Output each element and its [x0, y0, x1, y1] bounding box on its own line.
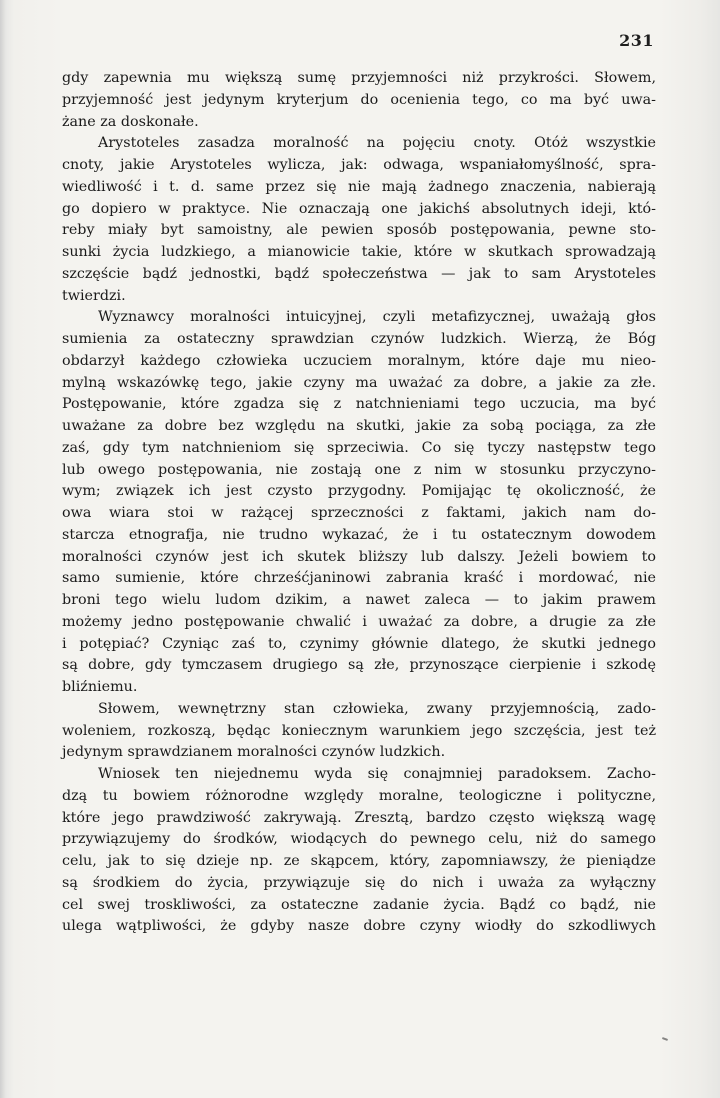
text-line: cnoty, jakie Arystoteles wylicza, jak: odwaga, wspaniałomyślność, spra-: [62, 157, 656, 173]
print-speck: [662, 1037, 668, 1041]
text-line: które jego prawdziwość zakrywają. Zresztą, bardzo często większą wagę: [62, 809, 656, 826]
text-line: reby miały byt samoistny, ale pewien sposób postępowania, pewne sto-: [62, 222, 656, 239]
text-line: szczęście bądź jednostki, bądź społeczeństwa — jak to sam Arystoteles: [62, 265, 656, 282]
paragraph-2: [62, 133, 656, 307]
text-line: Słowem, wewnętrzny stan człowieka, zwany przyjemnością, zado-: [98, 700, 656, 717]
page-number: 231: [619, 31, 654, 50]
text-line: cel swej troskliwości, za ostateczne zadanie życia. Bądź co bądź, nie: [62, 896, 656, 913]
text-line: przyjemność jest jedynym kryterjum do ocenienia tego, co ma być uwa-: [62, 91, 656, 108]
text-line: możemy jedno postępowanie chwalić i uważać za dobre, a drugie za złe: [62, 613, 656, 630]
text-line: samo sumienie, które chrześćjaninowi zabrania kraść i mordować, nie: [62, 570, 656, 587]
paragraph-1: [62, 68, 656, 133]
text-line: Wyznawcy moralności intuicyjnej, czyli metafizycznej, uważają głos: [98, 309, 656, 326]
text-line: lub owego postępowania, nie zostają one z nim w stosunku przyczyno-: [62, 461, 656, 478]
text-line: mylną wskazówkę tego, jakie czyny ma uważać za dobre, a jakie za złe.: [62, 374, 656, 391]
text-line: gdy zapewnia mu większą sumę przyjemności niż przykrości. Słowem,: [62, 70, 656, 86]
text-line: Arystoteles zasadza moralność na pojęciu cnoty. Otóż wszystkie: [98, 135, 656, 152]
text-line: woleniem, rozkoszą, będąc koniecznym warunkiem jego szczęścia, jest też: [62, 722, 656, 739]
text-line: go dopiero w praktyce. Nie oznaczają one jakichś absolutnych ideji, któ-: [62, 200, 656, 217]
text-line: żane za doskonałe.: [62, 113, 199, 130]
body-text: [62, 68, 656, 938]
text-line: moralności czynów jest ich skutek bliższy lub dalszy. Jeżeli bowiem to: [62, 548, 656, 565]
text-line: starcza etnografja, nie trudno wykazać, że i tu ostatecznym dowodem: [62, 526, 656, 543]
text-line: owa wiara stoi w rażącej sprzeczności z faktami, jakich nam do-: [62, 505, 656, 521]
text-line: ulega wątpliwości, że gdyby nasze dobre czyny wiodły do szkodliwych: [62, 918, 656, 935]
text-line: Postępowanie, które zgadza się z natchnieniami tego uczucia, ma być: [62, 396, 656, 413]
text-line: są środkiem do życia, przywiązuje się do nich i uważa za wyłączny: [62, 874, 656, 891]
paragraph-3: [62, 307, 656, 699]
paragraph-5: [62, 764, 656, 938]
text-line: przywiązujemy do środków, wiodących do pewnego celu, niż do samego: [62, 831, 656, 848]
text-line: Wniosek ten niejednemu wyda się conajmniej paradoksem. Zacho-: [98, 766, 656, 782]
text-line: wiedliwość i t. d. same przez się nie mają żadnego znaczenia, nabierają: [62, 178, 656, 195]
text-line: jedynym sprawdzianem moralności czynów ludzkich.: [62, 744, 446, 761]
text-line: bliźniemu.: [62, 679, 138, 695]
text-line: dzą tu bowiem różnorodne względy moralne, teologiczne i polityczne,: [62, 787, 656, 804]
text-line: sumienia za ostateczny sprawdzian czynów ludzkich. Wierzą, że Bóg: [62, 331, 656, 347]
text-line: twierdzi.: [62, 287, 126, 304]
text-line: sunki życia ludzkiego, a mianowicie takie, które w skutkach sprowadzają: [62, 244, 656, 260]
text-line: zaś, gdy tym natchnieniom się sprzeciwia. Co się tyczy następstw tego: [62, 439, 656, 456]
text-line: wym; związek ich jest czysto przygodny. Pomijając tę okoliczność, że: [62, 483, 656, 500]
paragraph-4: [62, 699, 656, 764]
text-line: uważane za dobre bez względu na skutki, jakie za sobą pociąga, za złe: [62, 418, 656, 434]
text-line: są dobre, gdy tymczasem drugiego są złe, przynoszące cierpienie i szkodę: [62, 657, 656, 674]
text-line: obdarzył każdego człowieka uczuciem moralnym, które daje mu nieo-: [62, 352, 656, 369]
text-line: broni tego wielu ludom dzikim, a nawet zaleca — to jakim prawem: [62, 592, 656, 608]
text-line: i potępiać? Czyniąc zaś to, czynimy głównie dlatego, że skutki jednego: [62, 635, 656, 652]
text-line: celu, jak to się dzieje np. ze skąpcem, który, zapomniawszy, że pieniądze: [62, 853, 656, 869]
